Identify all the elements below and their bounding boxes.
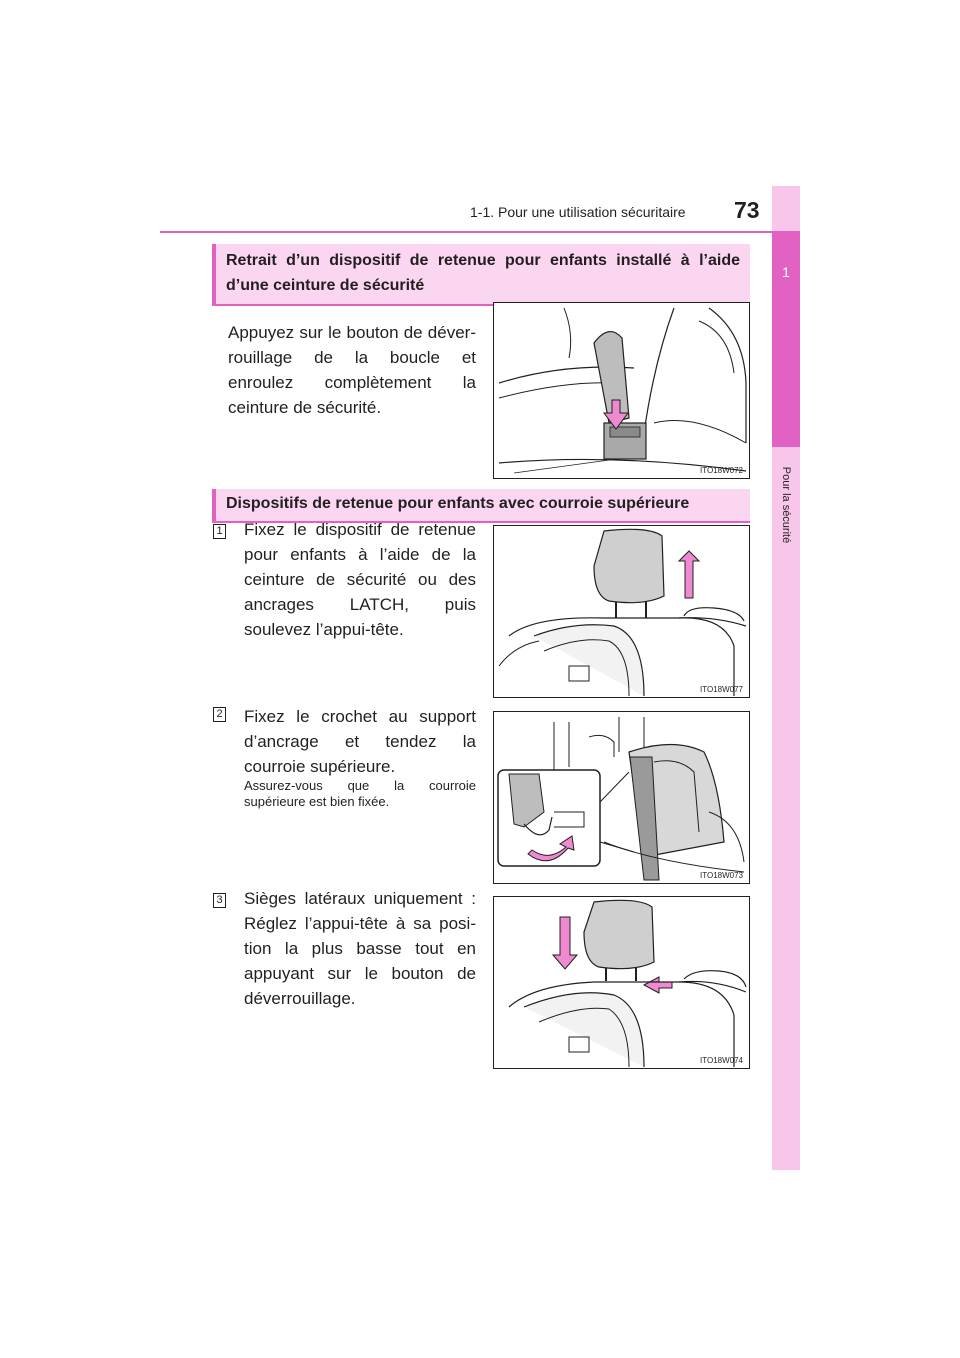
illustration-lower-headrest bbox=[493, 896, 750, 1069]
section-heading-tether: Dispositifs de retenue pour enfants avec courroie supérieure bbox=[212, 489, 750, 523]
running-header: 1-1. Pour une utilisation sécuritaire bbox=[470, 204, 686, 220]
step-badge-3: 3 bbox=[213, 893, 226, 908]
illustration-code: ITO18W074 bbox=[700, 1056, 743, 1065]
removal-text: Appuyez sur le bouton de déverrouillage de la boucle et enroulez complètement la ceinture de sécurité. bbox=[228, 323, 476, 417]
illustration-code: ITO18W077 bbox=[700, 685, 743, 694]
chapter-label: Pour la sécurité bbox=[780, 466, 792, 544]
step-1-text: Fixez le dispositif de retenue pour enfants à l’aide de la ceinture de sécurité ou des ancrages LATCH, puis soulevez l’appui-tête. bbox=[244, 520, 476, 639]
illustration-buckle-release bbox=[493, 302, 750, 479]
step-2-text: Fixez le crochet au support d’ancrage et tendez la courroie supérieure. bbox=[244, 707, 476, 776]
section-heading-removal: Retrait d’un dispositif de retenue pour enfants installé à l’aide d’une ceinture de sécurité bbox=[212, 244, 750, 306]
chapter-number: 1 bbox=[782, 264, 790, 280]
header-rule bbox=[160, 231, 800, 233]
page-number: 73 bbox=[734, 197, 760, 223]
step-badge-1: 1 bbox=[213, 524, 226, 539]
step-2-note: Assurez-vous que la courroie supérieure est bien fixée. bbox=[244, 778, 476, 809]
illustration-attach-hook bbox=[493, 711, 750, 884]
illustration-code: ITO18W073 bbox=[700, 871, 743, 880]
illustration-code: ITO18W072 bbox=[700, 466, 743, 475]
illustration-raise-headrest bbox=[493, 525, 750, 698]
step-3-text: Sièges latéraux uniquement : Réglez l’appui-tête à sa position la plus basse tout en appuyant sur le bouton de déverrouillage. bbox=[244, 889, 476, 1008]
step-badge-2: 2 bbox=[213, 707, 226, 722]
